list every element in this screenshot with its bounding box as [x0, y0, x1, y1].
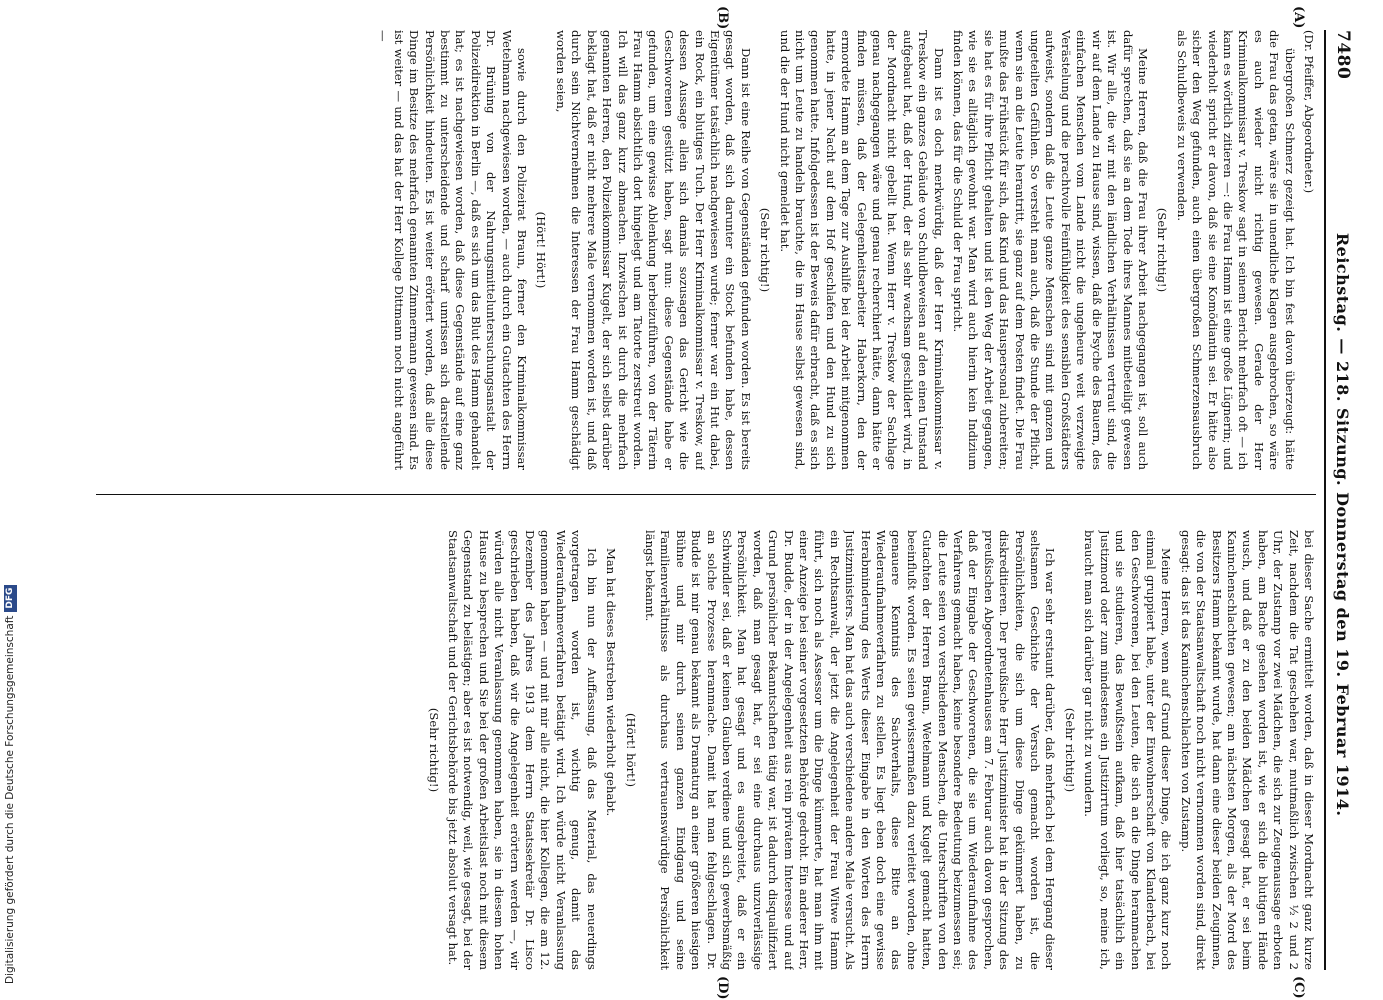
paragraph: Meine Herren, wenn auf Grund dieser Dinge, die ich ganz kurz noch einmal gruppiert habe, unter der Einwohnerschaft von Klanderbach, bei den Geschworenen, bei den Leuten, die sich an die Dinge heranmachen und sie studieren, das Bewußtsein aufkam, daß hier tatsächlich ein Justizmord oder zum mindestens ein Justizirrtum vorliegt, so, meine ich, braucht man sich darüber gar nicht zu wundern.	[1082, 530, 1174, 970]
interjection: (Sehr richtig!)	[1155, 207, 1170, 293]
paragraph: übergroßen Schmerz gezeigt hat. Ich bin fest davon überzeugt: hätte die Frau das getan, wäre sie in unendliche Klagen ausgebrochen, so wäre es auch wieder nicht richtig gewesen. Gerade der Herr Kriminalkommissar v. Treskow sagt in seinem Bericht mehrfach oft — ich kann es wörtlich zitieren —: die Frau Hamm ist eine große Lügnerin; und wiederholt spricht er davon, daß sie eine Komödiantin sei. Er hätte also sicher den Weg gefunden, auch einen übergroßen Schmerzensausbruch als Schuldbeweis zu verwenden.	[1174, 30, 1297, 470]
paragraph: Ich bin nun der Auffassung, daß das Material, das neuerdings vorgetragen worden ist, wichtig genug, damit das Wiederaufnahmeverfahren betätigt wird. Ich würde nicht Veranlassung genommen haben — und mit mir alle nicht, die hier Kollegen, die am 12. Dezember des Jahres 1913 dem Herrn Staatssekretär Dr. Lisco geschrieben haben, daß wir die Angelegenheit erörtern werden —, wir würden alle nicht Veranlassung genommen haben, sie in diesem hohen Hause zu besprechen und Sie bei der großen Arbeitslast noch mit diesem Gegenstand zu belästigen; aber es ist notwendig, weil, wie gesagt, bei der Staatsanwaltschaft und der Gerichtsbehörde bis jetzt absolut versagt hat.	[446, 530, 599, 970]
margin-marker-c: (C)	[1291, 976, 1306, 999]
dfg-logo: DFG	[4, 585, 17, 612]
interjection: (Sehr richtig!)	[758, 207, 773, 293]
digitization-credit	[2, 587, 18, 984]
newspaper-page	[70, 0, 1360, 1000]
paragraph: bei dieser Sache ermittelt worden, daß in dieser Mordnacht ganz kurze Zeit, nachdem die Tat geschehen war, mutmaßlich zwischen ½ 2 und 2 Uhr, der Zustamp vor zwei Mädchen, die sich zur Zeugenaussage erboten haben, am Bache gesehen worden ist, wie er sich die blutigen Hände wusch, und daß er zu den beiden Mädchen gesagt hat, er sei beim Kaninchenschlachten gewesen; am nächsten Morgen, als der Mord des Besitzers Hamm bekannt wurde, hat dann eine dieser beiden Zeuginnen, die von der Staatsanwaltschaft noch nicht vernommen worden sind, direkt gesagt: das ist das Kaninchenschlachten von Zustamp.	[1178, 530, 1316, 970]
interjection: (Sehr richtig!)	[1062, 707, 1077, 793]
left-column	[86, 30, 1316, 470]
paragraph: Dann ist es doch merkwürdig, daß der Herr Kriminalkommissar v. Treskow ein ganzes Gebäude von Schuldbeweisen auf den einen Umstand aufgebaut hat, daß der Hund, der als sehr wachsam geschildert wird, in der Mordnacht nicht gebellt hat. Wenn Herr v. Treskow der Sachlage genau nachgegangen wäre und genau recherchiert hätte, dann hätte er finden müssen, daß der Gelegenheitsarbeiter Haberkorn, den der ermordete Hamm an dem Tage zur Aushilfe bei der Arbeit mitgenommen hatte, in jener Nacht auf dem Hof geschlafen und den Hund zu sich genommen hatte. Infolgedessen ist der Beweis dafür erbracht, daß es sich nicht um Leute zu handeln brauchte, die im Hause selbst gewesen sind, und die der Hund nicht gemeldet hat.	[777, 30, 946, 470]
paragraph: sowie durch den Polizeirat Braun, ferner den Kriminalkommissar Wetelmann nachgewiesen worden, — auch durch ein Gutachten des Herrn Dr. Brüning von der Nahrungsmitteluntersuchungsanstalt der Polizeidirektion in Berlin —, daß es sich um das Blut des Hamm gehandelt hat; es ist nachgewiesen worden, daß diese Gegenstände auf eine ganz bestimmt zu unterscheidende und scharf umrissen sich darstellende Persönlichkeit hindeuten. Es ist weiter erörtert worden, daß alle diese Dinge im Besitze des mehrfach genannten Zimmermann gewesen sind. Es ist weiter — und das hat der Herr Kollege Dittmann noch nicht angeführt —	[376, 30, 530, 470]
margin-marker-a: (A)	[1291, 6, 1306, 29]
paragraph: Ich war sehr erstaunt darüber, daß mehrfach bei dem Hergang dieser seltsamen Geschichte der Versuch gemacht worden ist, die Persönlichkeiten, die sich um diese Dinge gekümmert haben, zu diskreditieren. Der preußische Herr Justizminister hat in der Sitzung des preußischen Abgeordnetenhauses am 7. Februar auch davon gesprochen, daß der Eingabe der Geschworenen, die sie um Wiederaufnahme des Verfahrens gemacht haben, keine besondere Bedeutung beizumessen sei; die Leute seien von verschiedenen Menschen, die Unterschriften von den Gutachten der Herren Braun, Wetelmann und Kugelt gemacht hatten, beeinflußt worden. Es seien gewissermaßen dazu verleitet worden, ohne genauere Kenntnis des Sachverhalts, diese Bitte an das Wiederaufnahmeverfahren zu stellen. Es liegt eben doch eine gewisse Herabminderung des Werts dieser Eingabe in den Worten des Herrn Justizministers. Man hat das auch verschiedene andere Male versucht. Als ein Rechtsanwalt, der jetzt die Angelegenheit der Frau Witwe Hamm führt, sich noch als Assessor um die Dinge kümmerte, hat man ihm mit einer Anzeige bei seiner vorgesetzten Behörde gedroht. Ein anderer Herr, Dr. Budde, der in der Angelegenheit aus rein privatem Interesse und auf Grund persönlicher Bekanntschaften tätig war, ist dadurch disqualifiziert worden, daß man gesagt hat, er sei eine durchaus unzuverlässige Persönlichkeit. Man hat gesagt und es ausgebreitet, daß er ein Schwindler sei, daß er keinen Glauben verdiene und sich gewerbsmäßig an solche Prozesse heranmache. Damit hat man fehlgeschlagen. Dr. Budde ist mir genau bekannt als Dramaturg an einer größeren hiesigen Bühne und mir durch seinen ganzen Eindgang und seine Familienverhältnisse als durchaus vertrauenswürdige Persönlichkeit längst bekannt.	[642, 530, 1058, 970]
page-title: Reichstag. — 218. Sitzung. Donnerstag den 19. Februar 1914.	[1333, 232, 1353, 817]
credit-text: Digitalisierung gefördert durch die Deutsche Forschungsgemeinschaft	[4, 615, 16, 984]
margin-marker-d: (D)	[715, 976, 730, 1000]
column-divider	[96, 494, 1316, 495]
page-header	[1324, 30, 1360, 970]
paragraph: Meine Herren, daß die Frau ihrer Arbeit nachgegangen ist, soll auch dafür sprechen, daß sie an dem Tode ihres Mannes mitbeteiligt gewesen ist. Wir alle, die wir mit den ländlichen Verhältnissen vertraut sind, die wir auf dem Lande zu Hause sind, wissen, daß die Psyche des Bauern, des einfachen Menschen vom Lande nicht die ungeheure weit verzweigte Verästelung und die prachtvolle Feinfühligkeit des sensiblen Großstädters aufweist, sondern daß die Leute ganze Menschen sind mit ganzen und ungeteilten Gefühlen. So versteht man auch, daß die Stunde der Pflicht, wenn sie an die Leute herantritt, sie ganz auf dem Posten findet. Die Frau mußte das Frühstück für sich, das Kind und das Hauspersonal zubereiten; sie hat es für ihre Pflicht gehalten und ist den Weg der Arbeit gegangen, wie sie es alltäglich gewohnt war. Man wird auch hierin kein Indizium finden können, das für die Schuld der Frau spricht.	[951, 30, 1150, 470]
interjection: (Hört! hört!)	[623, 713, 638, 787]
paragraph: Dann ist eine Reihe von Gegenständen gefunden worden. Es ist bereits gesagt worden, daß sich darunter ein Stock befunden habe, dessen Eigentümer tatsächlich nachgewiesen wurde; ferner war ein Hut dabei, ein Rock, ein blutiges Tuch. Der Herr Kriminalkommissar v. Treskow, auf dessen Aussage allein sich damals sozusagen das Gericht wie die Geschworenen gestützt haben, sagt nun: diese Gegenstände habe er gefunden, um eine gewisse Ablenkung herbeizuführen, von der Täterin Frau Hamm absichtlich dort hingelegt und am Tatorte zerstreut worden. Ich will das ganz kurz abmachen. Inzwischen ist durch die mehrfach genannten Herren, den Polizeikommissar Kugelt, der sich selbst darüber beklagt hat, daß er nicht mehrere Male vernommen worden ist, und daß durch sein Nichtvernehmen die Interessen der Frau Hamm geschädigt worden seien,	[553, 30, 753, 470]
interjection: (Sehr richtig!)	[426, 707, 441, 793]
paragraph: Man hat dieses Bestreben wiederholt gehabt.	[604, 548, 619, 817]
margin-marker-b: (B)	[715, 6, 730, 30]
interjection: (Hört! Hört!)	[534, 211, 549, 289]
page-number: 7480	[1333, 30, 1353, 80]
right-column	[86, 530, 1316, 970]
paragraph: (Dr. Pfeiffer, Abgeordneter.)	[1302, 30, 1316, 194]
